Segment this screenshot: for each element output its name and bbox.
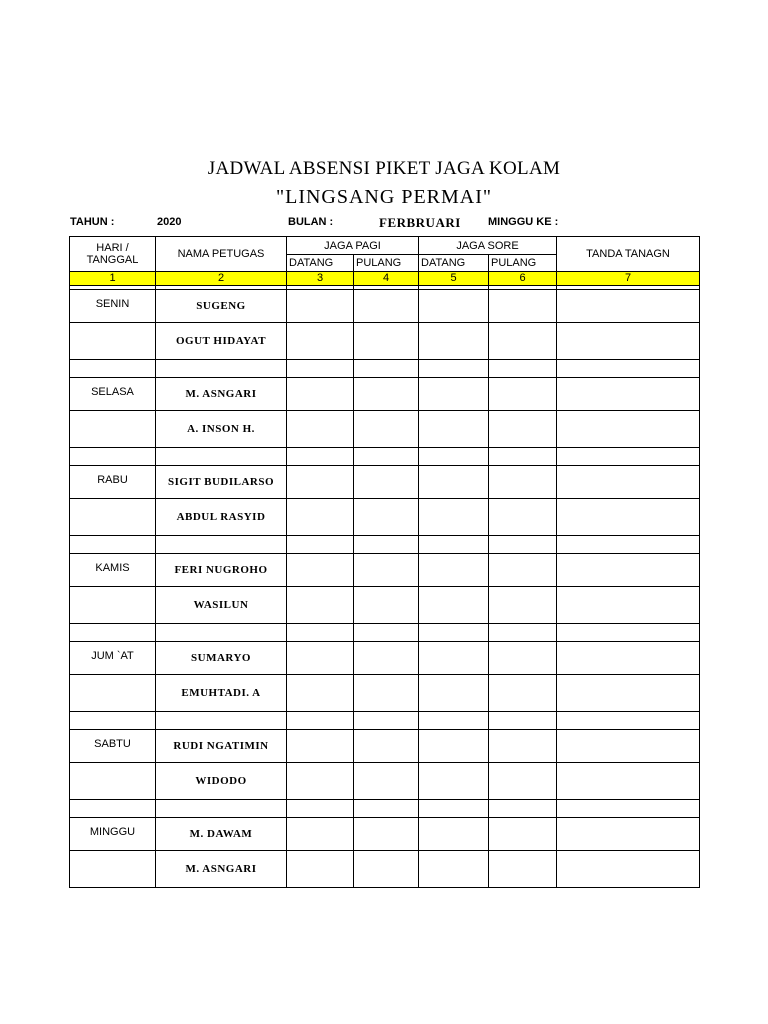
signature-cell[interactable]: [557, 411, 700, 448]
header-datang-sore: DATANG: [419, 255, 489, 272]
table-row: [70, 290, 700, 323]
datang-sore-cell[interactable]: [419, 499, 489, 536]
datang-pagi-cell[interactable]: [287, 642, 354, 675]
datang-sore-cell[interactable]: [419, 800, 489, 818]
officer-name: OGUT HIDAYAT: [156, 323, 287, 360]
datang-pagi-cell[interactable]: [287, 536, 354, 554]
day-cell: RABU: [70, 466, 156, 499]
datang-pagi-cell[interactable]: [287, 624, 354, 642]
column-number: 4: [354, 272, 419, 286]
datang-sore-cell[interactable]: [419, 675, 489, 712]
pulang-sore-cell[interactable]: [489, 800, 557, 818]
officer-name: A. INSON H.: [156, 411, 287, 448]
table-row: [70, 554, 700, 587]
pulang-pagi-cell[interactable]: [354, 712, 419, 730]
signature-cell[interactable]: [557, 730, 700, 763]
header-jaga-sore: JAGA SORE: [419, 237, 557, 255]
pulang-pagi-cell[interactable]: [354, 323, 419, 360]
signature-cell[interactable]: [557, 466, 700, 499]
day-cell: SABTU: [70, 730, 156, 763]
datang-pagi-cell[interactable]: [287, 712, 354, 730]
datang-sore-cell[interactable]: [419, 466, 489, 499]
datang-sore-cell[interactable]: [419, 536, 489, 554]
bulan-label: BULAN :: [288, 216, 334, 228]
bulan-value: FERBRUARI: [379, 215, 461, 230]
empty-cell: [156, 360, 287, 378]
header-hari: HARI /: [96, 242, 129, 254]
datang-sore-cell[interactable]: [419, 554, 489, 587]
empty-cell: [70, 800, 156, 818]
column-number: 1: [70, 272, 156, 286]
day-cell: JUM `AT: [70, 642, 156, 675]
datang-sore-cell[interactable]: [419, 851, 489, 888]
empty-cell: [156, 536, 287, 554]
datang-pagi-cell[interactable]: [287, 587, 354, 624]
header-tanda-tangan: TANDA TANAGN: [557, 237, 700, 272]
signature-cell[interactable]: [557, 675, 700, 712]
pulang-sore-cell[interactable]: [489, 851, 557, 888]
signature-cell[interactable]: [557, 536, 700, 554]
officer-name: SUGENG: [156, 290, 287, 323]
pulang-pagi-cell[interactable]: [354, 360, 419, 378]
pulang-pagi-cell[interactable]: [354, 587, 419, 624]
officer-name: ABDUL RASYID: [156, 499, 287, 536]
header-pulang-sore: PULANG: [489, 255, 557, 272]
table-row: [70, 378, 700, 411]
table-row: [70, 851, 700, 888]
table-row: [70, 730, 700, 763]
signature-cell[interactable]: [557, 323, 700, 360]
datang-sore-cell[interactable]: [419, 587, 489, 624]
signature-cell[interactable]: [557, 290, 700, 323]
pulang-sore-cell[interactable]: [489, 466, 557, 499]
datang-pagi-cell[interactable]: [287, 499, 354, 536]
datang-sore-cell[interactable]: [419, 411, 489, 448]
header-hari-tanggal: [70, 237, 156, 272]
signature-cell[interactable]: [557, 587, 700, 624]
empty-cell: [70, 360, 156, 378]
datang-pagi-cell[interactable]: [287, 851, 354, 888]
table-row: [70, 323, 700, 360]
pulang-pagi-cell[interactable]: [354, 378, 419, 411]
datang-pagi-cell[interactable]: [287, 323, 354, 360]
document-title: JADWAL ABSENSI PIKET JAGA KOLAM: [207, 158, 561, 179]
datang-pagi-cell[interactable]: [287, 800, 354, 818]
table-row: [70, 642, 700, 675]
pulang-sore-cell[interactable]: [489, 448, 557, 466]
pulang-sore-cell[interactable]: [489, 499, 557, 536]
signature-cell[interactable]: [557, 499, 700, 536]
signature-cell[interactable]: [557, 448, 700, 466]
pulang-pagi-cell[interactable]: [354, 499, 419, 536]
pulang-pagi-cell[interactable]: [354, 466, 419, 499]
pulang-sore-cell[interactable]: [489, 290, 557, 323]
day-cell: MINGGU: [70, 818, 156, 851]
table-row: [70, 448, 700, 466]
document-subtitle: "LINGSANG PERMAI": [275, 186, 493, 208]
pulang-pagi-cell[interactable]: [354, 675, 419, 712]
empty-cell: [70, 448, 156, 466]
signature-cell[interactable]: [557, 712, 700, 730]
signature-cell[interactable]: [557, 818, 700, 851]
datang-pagi-cell[interactable]: [287, 554, 354, 587]
officer-name: EMUHTADI. A: [156, 675, 287, 712]
column-number: 5: [419, 272, 489, 286]
empty-cell: [156, 448, 287, 466]
empty-cell: [70, 675, 156, 712]
tahun-label: TAHUN :: [70, 216, 115, 228]
pulang-sore-cell[interactable]: [489, 642, 557, 675]
datang-sore-cell[interactable]: [419, 730, 489, 763]
header-nama-petugas: NAMA PETUGAS: [156, 237, 287, 272]
table-row: [70, 763, 700, 800]
datang-pagi-cell[interactable]: [287, 466, 354, 499]
column-number: 7: [557, 272, 700, 286]
tahun-value: 2020: [157, 216, 182, 228]
pulang-sore-cell[interactable]: [489, 411, 557, 448]
officer-name: SIGIT BUDILARSO: [156, 466, 287, 499]
pulang-pagi-cell[interactable]: [354, 290, 419, 323]
datang-pagi-cell[interactable]: [287, 730, 354, 763]
pulang-sore-cell[interactable]: [489, 587, 557, 624]
pulang-pagi-cell[interactable]: [354, 554, 419, 587]
datang-sore-cell[interactable]: [419, 378, 489, 411]
datang-pagi-cell[interactable]: [287, 378, 354, 411]
table-row: [70, 675, 700, 712]
pulang-pagi-cell[interactable]: [354, 411, 419, 448]
datang-sore-cell[interactable]: [419, 290, 489, 323]
datang-pagi-cell[interactable]: [287, 290, 354, 323]
minggu-label: MINGGU KE :: [488, 216, 559, 228]
table-row: [70, 712, 700, 730]
pulang-sore-cell[interactable]: [489, 536, 557, 554]
pulang-pagi-cell[interactable]: [354, 818, 419, 851]
empty-cell: [70, 499, 156, 536]
column-number: 3: [287, 272, 354, 286]
datang-sore-cell[interactable]: [419, 323, 489, 360]
datang-sore-cell[interactable]: [419, 712, 489, 730]
table-row: [70, 536, 700, 554]
day-cell: SELASA: [70, 378, 156, 411]
table-row: [70, 624, 700, 642]
officer-name: WASILUN: [156, 587, 287, 624]
pulang-pagi-cell[interactable]: [354, 800, 419, 818]
header-pulang-pagi: PULANG: [354, 255, 419, 272]
table-row: [70, 800, 700, 818]
datang-sore-cell[interactable]: [419, 763, 489, 800]
pulang-sore-cell[interactable]: [489, 554, 557, 587]
table-row: [70, 466, 700, 499]
empty-cell: [70, 587, 156, 624]
attendance-table: [69, 236, 700, 888]
datang-pagi-cell[interactable]: [287, 763, 354, 800]
signature-cell[interactable]: [557, 624, 700, 642]
datang-sore-cell[interactable]: [419, 818, 489, 851]
datang-pagi-cell[interactable]: [287, 360, 354, 378]
table-row: [70, 360, 700, 378]
datang-pagi-cell[interactable]: [287, 411, 354, 448]
pulang-sore-cell[interactable]: [489, 624, 557, 642]
table-row: [70, 818, 700, 851]
datang-pagi-cell[interactable]: [287, 675, 354, 712]
pulang-sore-cell[interactable]: [489, 712, 557, 730]
table-row: [70, 411, 700, 448]
datang-sore-cell[interactable]: [419, 448, 489, 466]
signature-cell[interactable]: [557, 800, 700, 818]
pulang-sore-cell[interactable]: [489, 378, 557, 411]
signature-cell[interactable]: [557, 378, 700, 411]
empty-cell: [70, 411, 156, 448]
signature-cell[interactable]: [557, 360, 700, 378]
pulang-pagi-cell[interactable]: [354, 448, 419, 466]
signature-cell[interactable]: [557, 642, 700, 675]
header-jaga-pagi: JAGA PAGI: [287, 237, 419, 255]
datang-sore-cell[interactable]: [419, 360, 489, 378]
datang-pagi-cell[interactable]: [287, 818, 354, 851]
officer-name: M. ASNGARI: [156, 851, 287, 888]
signature-cell[interactable]: [557, 763, 700, 800]
table-row: [70, 499, 700, 536]
pulang-pagi-cell[interactable]: [354, 624, 419, 642]
empty-cell: [156, 624, 287, 642]
pulang-sore-cell[interactable]: [489, 730, 557, 763]
pulang-pagi-cell[interactable]: [354, 851, 419, 888]
officer-name: SUMARYO: [156, 642, 287, 675]
datang-sore-cell[interactable]: [419, 642, 489, 675]
pulang-sore-cell[interactable]: [489, 818, 557, 851]
officer-name: FERI NUGROHO: [156, 554, 287, 587]
officer-name: RUDI NGATIMIN: [156, 730, 287, 763]
signature-cell[interactable]: [557, 554, 700, 587]
day-cell: SENIN: [70, 290, 156, 323]
column-number: 2: [156, 272, 287, 286]
header-datang-pagi: DATANG: [287, 255, 354, 272]
empty-cell: [70, 536, 156, 554]
pulang-pagi-cell[interactable]: [354, 763, 419, 800]
day-cell: KAMIS: [70, 554, 156, 587]
pulang-sore-cell[interactable]: [489, 763, 557, 800]
pulang-pagi-cell[interactable]: [354, 730, 419, 763]
datang-sore-cell[interactable]: [419, 624, 489, 642]
header-tanggal: TANGGAL: [86, 254, 139, 266]
officer-name: M. ASNGARI: [156, 378, 287, 411]
pulang-sore-cell[interactable]: [489, 675, 557, 712]
empty-cell: [156, 800, 287, 818]
signature-cell[interactable]: [557, 851, 700, 888]
pulang-sore-cell[interactable]: [489, 323, 557, 360]
empty-cell: [156, 712, 287, 730]
pulang-pagi-cell[interactable]: [354, 536, 419, 554]
pulang-sore-cell[interactable]: [489, 360, 557, 378]
empty-cell: [70, 763, 156, 800]
table-row: [70, 587, 700, 624]
officer-name: WIDODO: [156, 763, 287, 800]
empty-cell: [70, 323, 156, 360]
empty-cell: [70, 712, 156, 730]
pulang-pagi-cell[interactable]: [354, 642, 419, 675]
officer-name: M. DAWAM: [156, 818, 287, 851]
empty-cell: [70, 851, 156, 888]
column-number: 6: [489, 272, 557, 286]
empty-cell: [70, 624, 156, 642]
datang-pagi-cell[interactable]: [287, 448, 354, 466]
